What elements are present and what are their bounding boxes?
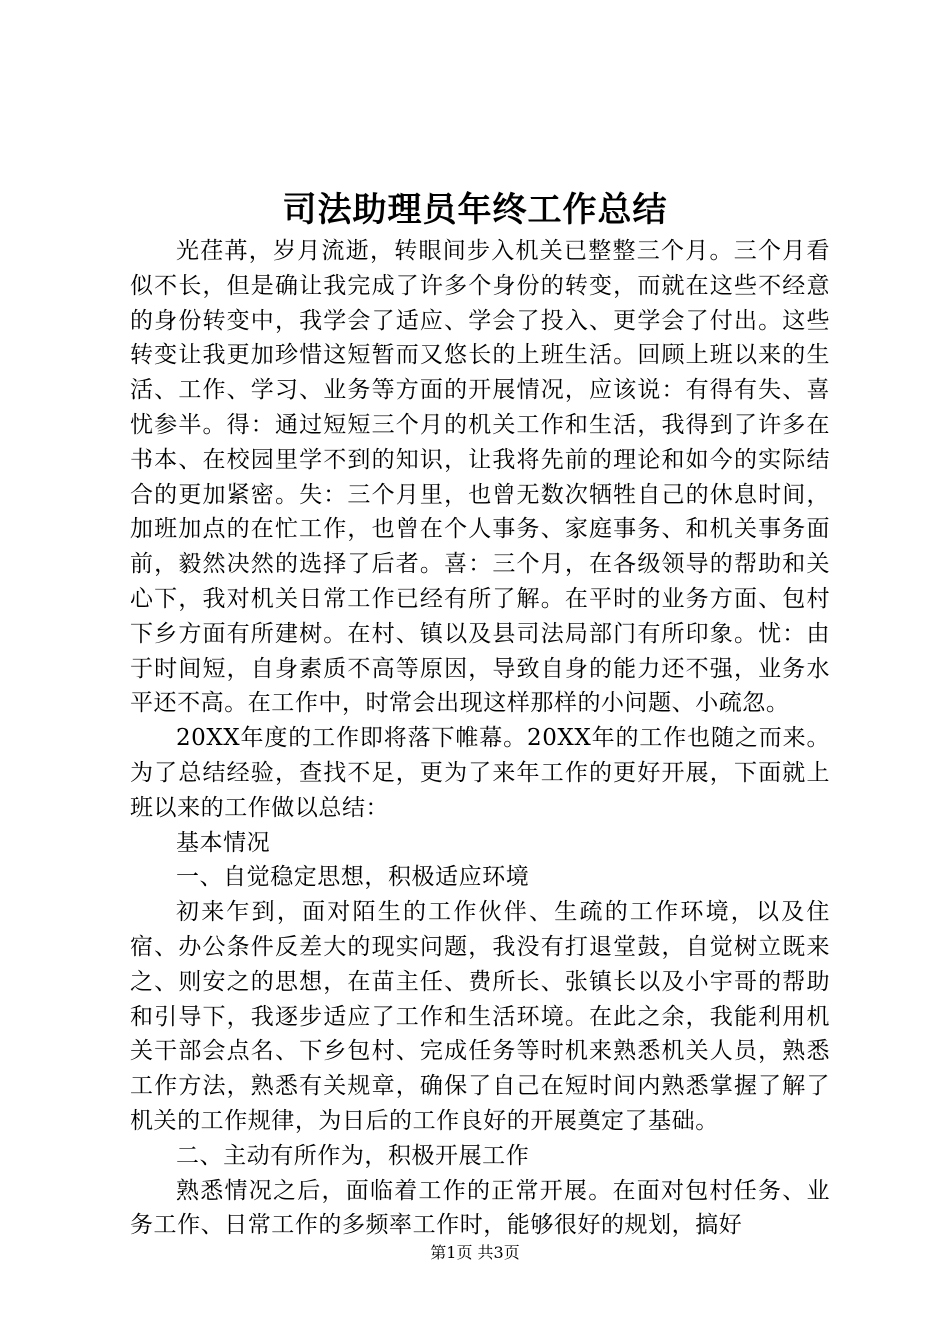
section-heading-2: 二、主动有所作为，积极开展工作 [176, 1142, 530, 1169]
section-heading-1: 一、自觉稳定思想，积极适应环境 [176, 864, 530, 891]
paragraph-section-2: 熟悉情况之后，面临着工作的正常开展。在面对包村任务、业务工作、日常工作的多频率工作时，能够很好的规划，搞好 [130, 1177, 830, 1239]
document-title: 司法助理员年终工作总结 [282, 190, 668, 230]
page-number: 第1页 共3页 [430, 1243, 520, 1262]
document-body [130, 234, 830, 1243]
paragraph-section-1: 初来乍到，面对陌生的工作伙伴、生疏的工作环境，以及住宿、办公条件反差大的现实问题，我没有打退堂鼓，自觉树立既来之、则安之的思想，在苗主任、费所长、张镇长以及小宇哥的帮助和引导下，我逐步适应了工作和生活环境。在此之余，我能利用机关干部会点名、下乡包村、完成任务等时机来熟悉机关人员，熟悉工作方法，熟悉有关规章，确保了自己在短时间内熟悉掌握了解了机关的工作规律，为日后的工作良好的开展奠定了基础。 [130, 899, 830, 1134]
paragraph-intro: 光荏苒，岁月流逝，转眼间步入机关已整整三个月。三个月看似不长，但是确让我完成了许多个身份的转变，而就在这些不经意的身份转变中，我学会了适应、学会了投入、更学会了付出。这些转变让我更加珍惜这短暂而又悠长的上班生活。回顾上班以来的生活、工作、学习、业务等方面的开展情况，应该说：有得有失、喜忧参半。得：通过短短三个月的机关工作和生活，我得到了许多在书本、在校园里学不到的知识，让我将先前的理论和如今的实际结合的更加紧密。失：三个月里，也曾无数次牺牲自己的休息时间，加班加点的在忙工作，也曾在个人事务、家庭事务、和机关事务面前，毅然决然的选择了后者。喜：三个月，在各级领导的帮助和关心下，我对机关日常工作已经有所了解。在平时的业务方面、包村下乡方面有所建树。在村、镇以及县司法局部门有所印象。忧：由于时间短，自身素质不高等原因，导致自身的能力还不强，业务水平还不高。在工作中，时常会出现这样那样的小问题、小疏忽。 [130, 238, 830, 717]
section-heading-basic: 基本情况 [176, 829, 271, 856]
paragraph-year-summary: 20XX年度的工作即将落下帷幕。20XX年的工作也随之而来。为了总结经验，查找不足，更为了来年工作的更好开展，下面就上班以来的工作做以总结： [130, 725, 830, 821]
